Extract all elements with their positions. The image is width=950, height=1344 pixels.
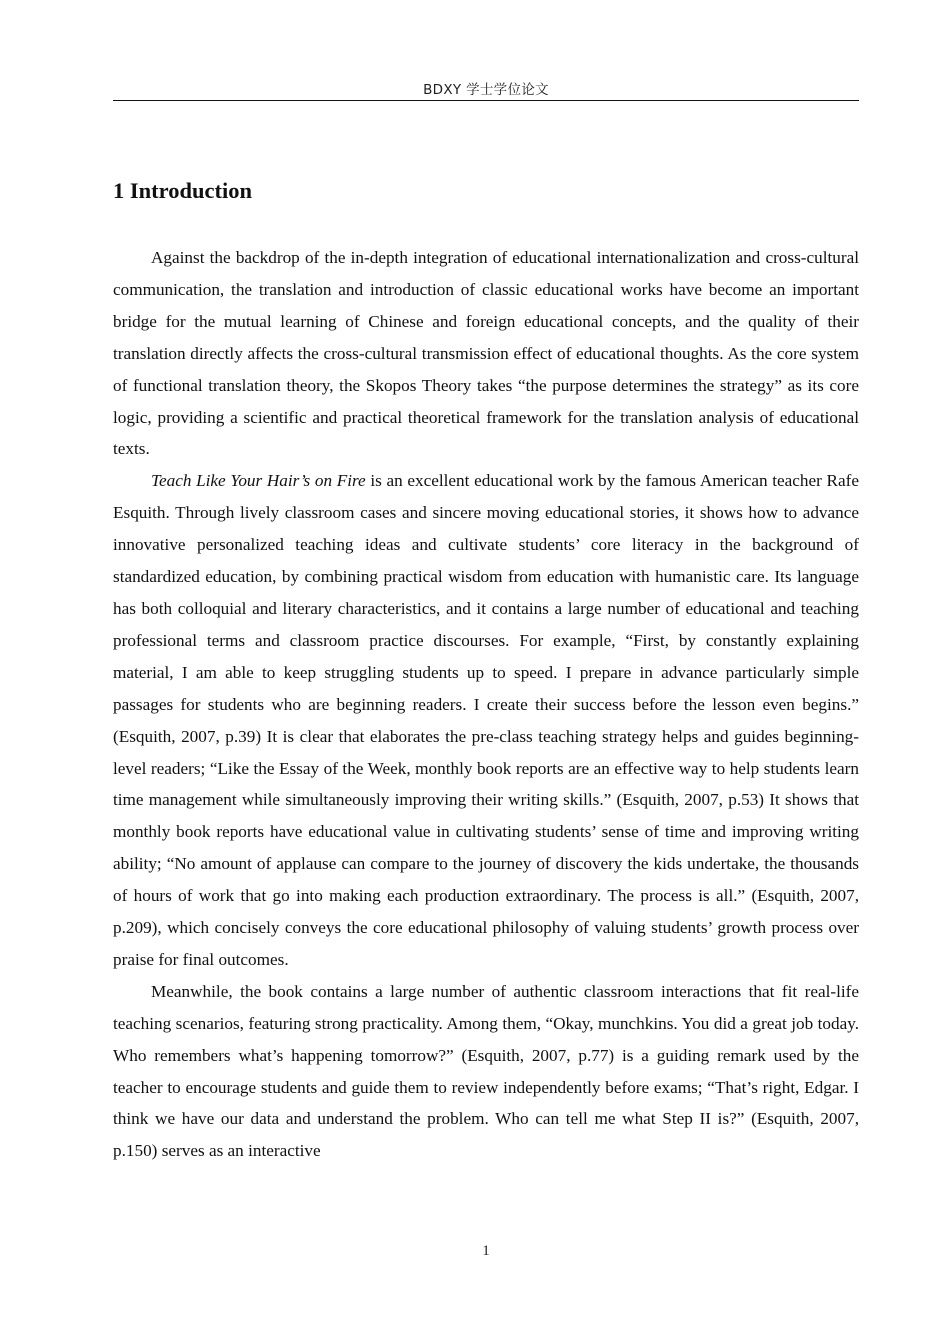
paragraph-2-text: is an excellent educational work by the famous American teacher Rafe Esquith. Through lively classroom cases and sincere moving educational stories, it shows how to advance innovative personalized teaching ideas and cultivate students’ core literacy in the background of standardized education, by combining practical wisdom from education with humanistic care. Its language has both colloquial and literary characteristics, and it contains a large number of educational and teaching professional terms and classroom practice discourses. For example, “First, by constantly explaining material, I am able to keep struggling students up to speed. I prepare in advance particularly simple passages for students who are beginning readers. I create their success before the lesson even begins.” (Esquith, 2007, p.39) It is clear that elaborates the pre-class teaching strategy helps and guides beginning-level readers; “Like the Essay of the Week, monthly book reports are an effective way to help students learn time management while simultaneously improving their writing skills.” (Esquith, 2007, p.53) It shows that monthly book reports have educational value in cultivating students’ sense of time and improving writing ability; “No amount of applause can compare to the journey of discovery the kids undertake, the thousands of hours of work that go into making each production extraordinary. The process is all.” (Esquith, 2007, p.209), which concisely conveys the core educational philosophy of valuing students’ growth process over praise for final outcomes. bbox=[113, 471, 859, 969]
paragraph-1: Against the backdrop of the in-depth integration of educational internationalization and cross-cultural communication, the translation and introduction of classic educational works have become an important bridge for the mutual learning of Chinese and foreign educational concepts, and the quality of their translation directly affects the cross-cultural transmission effect of educational thoughts. As the core system of functional translation theory, the Skopos Theory takes “the purpose determines the strategy” as its core logic, providing a scientific and practical theoretical framework for the translation analysis of educational texts. bbox=[113, 248, 859, 459]
body-text bbox=[113, 242, 859, 1167]
book-title: Teach Like Your Hair’s on Fire bbox=[151, 471, 366, 491]
header-rule bbox=[113, 100, 859, 101]
page-number: 1 bbox=[482, 1243, 490, 1259]
paragraph-2 bbox=[113, 465, 859, 976]
section-heading: 1 Introduction bbox=[113, 178, 252, 203]
paragraph-3: Meanwhile, the book contains a large number of authentic classroom interactions that fit real-life teaching scenarios, featuring strong practicality. Among them, “Okay, munchkins. You did a great job today. Who remembers what’s happening tomorrow?” (Esquith, 2007, p.77) is a guiding remark used by the teacher to encourage students and guide them to review independently before exams; “That’s right, Edgar. I think we have our data and understand the problem. Who can tell me what Step II is?” (Esquith, 2007, p.150) serves as an interactive bbox=[113, 981, 859, 1161]
page-header: BDXY 学士学位论文 bbox=[423, 82, 549, 98]
